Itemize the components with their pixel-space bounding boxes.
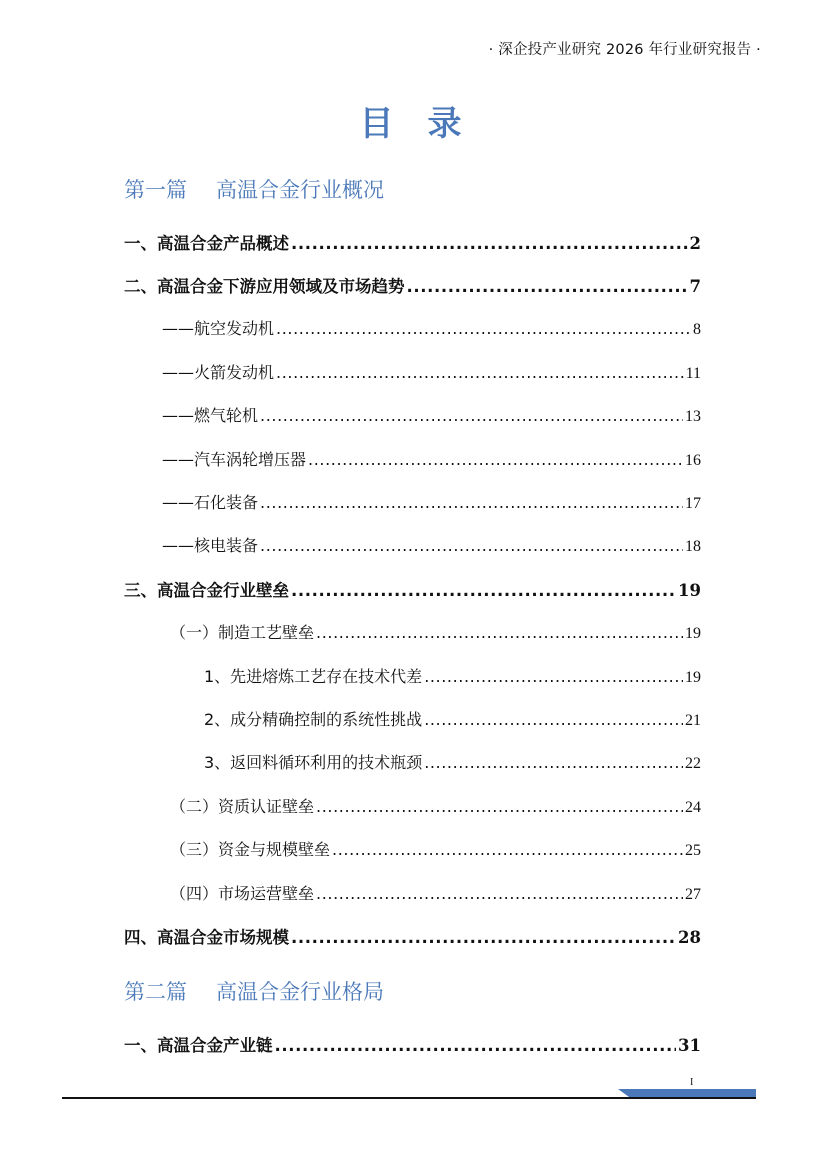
leader-dots [424, 667, 683, 686]
toc-entry-page: 27 [685, 886, 701, 903]
toc-title [0, 96, 827, 145]
toc-title-left: 目 [359, 104, 400, 144]
toc-entry-label: （四）市场运营壁垒 [170, 884, 315, 903]
leader-dots [291, 234, 688, 253]
toc-entry-label: 一、高温合金产品概述 [124, 234, 289, 253]
toc-entry-page: 17 [685, 495, 701, 512]
footer-accent-bar [618, 1089, 756, 1097]
running-header: · 深企投产业研究 2026 年行业研究报告 · [488, 42, 761, 58]
toc-entry-page: 31 [678, 1036, 701, 1055]
leader-dots [275, 1036, 677, 1055]
toc-entry-label: ——汽车涡轮增压器 [162, 450, 307, 469]
toc-entry-page: 22 [685, 755, 701, 772]
toc-entry[interactable] [124, 1032, 701, 1058]
toc-entry[interactable] [124, 273, 701, 299]
toc-entry-label: 1、先进熔炼工艺存在技术代差 [204, 667, 423, 686]
part-title: 高温合金行业概况 [216, 178, 384, 202]
toc-entry-label: （二）资质认证壁垒 [170, 797, 315, 816]
part-number: 第一篇 [124, 178, 187, 202]
toc-entry-label: 二、高温合金下游应用领域及市场趋势 [124, 277, 405, 296]
toc-entry-page: 19 [678, 581, 701, 600]
toc-entry[interactable] [204, 707, 701, 733]
leader-dots [424, 753, 683, 772]
toc-entry-page: 19 [685, 669, 701, 686]
toc-entry[interactable] [124, 924, 701, 950]
toc-entry-label: 四、高温合金市场规模 [124, 928, 289, 947]
toc-entry-page: 13 [685, 408, 701, 425]
leader-dots [407, 277, 688, 296]
toc-entry[interactable] [162, 316, 701, 342]
toc-entry[interactable] [170, 794, 701, 820]
toc-entry[interactable] [170, 837, 701, 863]
toc-entry[interactable] [162, 490, 701, 516]
toc-entry[interactable] [204, 750, 701, 776]
toc-entry-label: （三）资金与规模壁垒 [170, 840, 331, 859]
part-number: 第二篇 [124, 980, 187, 1004]
toc-entry[interactable] [204, 664, 701, 690]
toc-entry[interactable] [162, 360, 701, 386]
leader-dots [260, 406, 683, 425]
leader-dots [260, 493, 683, 512]
part-heading [124, 174, 384, 204]
toc-entry[interactable] [124, 230, 701, 256]
toc-title-right: 录 [427, 104, 468, 144]
toc-entry-page: 11 [685, 365, 701, 382]
toc-entry-page: 7 [689, 277, 701, 296]
leader-dots [316, 884, 683, 903]
page-number: I [690, 1077, 694, 1088]
toc-entry[interactable] [162, 533, 701, 559]
leader-dots [276, 319, 691, 338]
toc-entry-page: 19 [685, 625, 701, 642]
leader-dots [291, 581, 676, 600]
part-heading [124, 976, 384, 1006]
toc-entry-page: 28 [678, 928, 701, 947]
leader-dots [332, 840, 683, 859]
toc-entry-page: 21 [685, 712, 701, 729]
toc-entry-label: ——航空发动机 [162, 319, 275, 338]
leader-dots [260, 536, 683, 555]
leader-dots [276, 363, 684, 382]
toc-entry-label: 三、高温合金行业壁垒 [124, 581, 289, 600]
leader-dots [316, 623, 683, 642]
toc-entry-page: 25 [685, 842, 701, 859]
footer-rule [62, 1097, 756, 1099]
toc-entry[interactable] [170, 620, 701, 646]
toc-entry-page: 24 [685, 799, 701, 816]
toc-entry-label: 2、成分精确控制的系统性挑战 [204, 710, 423, 729]
toc-entry[interactable] [170, 881, 701, 907]
toc-entry[interactable] [124, 577, 701, 603]
leader-dots [291, 928, 676, 947]
leader-dots [308, 450, 683, 469]
toc-entry-label: ——石化装备 [162, 493, 259, 512]
toc-entry[interactable] [162, 403, 701, 429]
toc-entry-page: 16 [685, 452, 701, 469]
toc-entry-page: 2 [689, 234, 701, 253]
toc-entry[interactable] [162, 447, 701, 473]
toc-entry-label: 一、高温合金产业链 [124, 1036, 273, 1055]
toc-entry-label: ——火箭发动机 [162, 363, 275, 382]
toc-entry-page: 8 [693, 321, 701, 338]
leader-dots [316, 797, 683, 816]
toc-entry-label: 3、返回料循环利用的技术瓶颈 [204, 753, 423, 772]
toc-entry-page: 18 [685, 538, 701, 555]
part-title: 高温合金行业格局 [216, 980, 384, 1004]
leader-dots [424, 710, 683, 729]
toc-entry-label: ——核电装备 [162, 536, 259, 555]
toc-entry-label: （一）制造工艺壁垒 [170, 623, 315, 642]
toc-entry-label: ——燃气轮机 [162, 406, 259, 425]
